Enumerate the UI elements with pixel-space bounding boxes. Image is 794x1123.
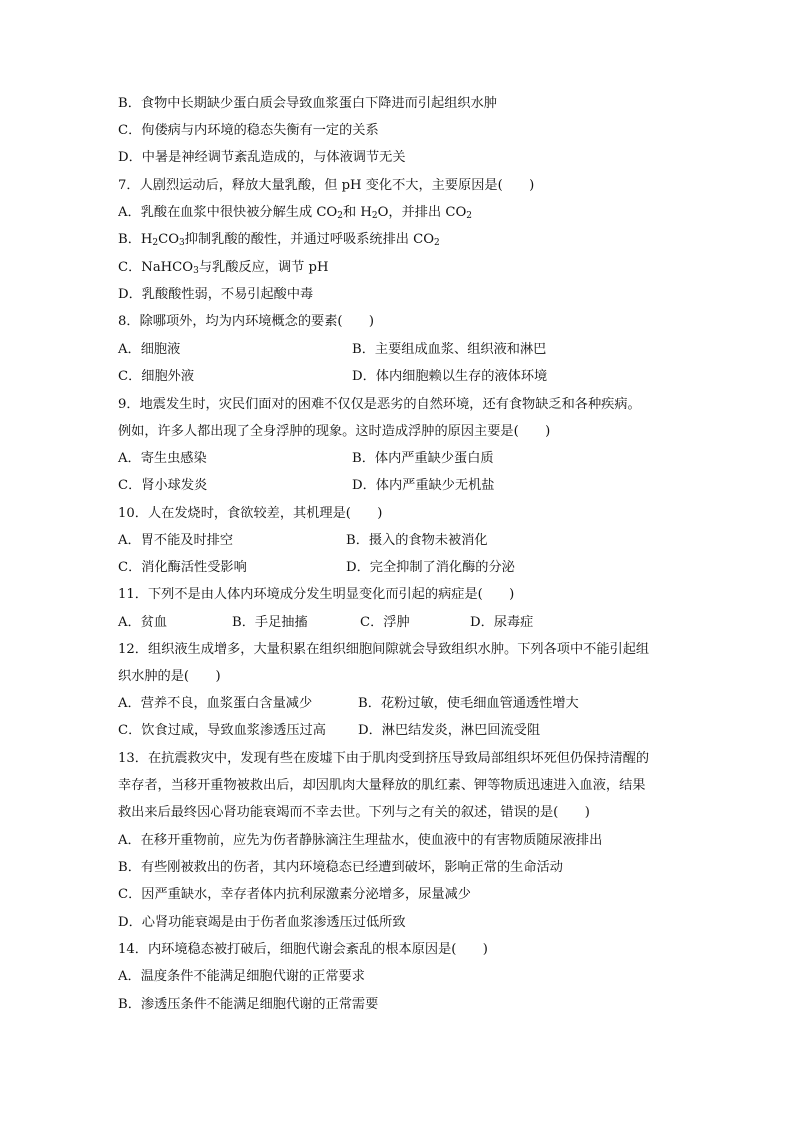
question-8: 8．除哪项外，均为内环境概念的要素( ) [118,314,375,329]
question-14: 14．内环境稳态被打破后，细胞代谢会紊乱的根本原因是( ) [118,942,488,957]
option-d: D．中暑是神经调节紊乱造成的，与体液调节无关 [118,150,406,165]
question-12-line-1: 12．组织液生成增多，大量积累在组织细胞间隙就会导致组织水肿。下列各项中不能引起组 [118,642,650,657]
question-7: 7．人剧烈运动后，释放大量乳酸，但 pH 变化不大，主要原因是( ) [118,178,535,193]
q10-option-c: C．消化酶活性受影响 [118,560,247,575]
q9-option-c: C．肾小球发炎 [118,478,208,493]
question-10: 10．人在发烧时，食欲较差，其机理是( ) [118,506,383,521]
q13-option-d: D．心肾功能衰竭是由于伤者血浆渗透压过低所致 [118,915,406,930]
question-9-line-1: 9．地震发生时，灾民们面对的困难不仅仅是恶劣的自然环境，还有食物缺乏和各种疾病。 [118,397,641,412]
q12-option-b: B．花粉过敏，使毛细血管通透性增大 [358,696,579,711]
q8-option-d: D．体内细胞赖以生存的液体环境 [352,369,548,384]
question-13-line-3: 救出来后最终因心肾功能衰竭而不幸去世。下列与之有关的叙述，错误的是( ) [118,805,590,820]
question-9-line-2: 例如，许多人都出现了全身浮肿的现象。这时造成浮肿的原因主要是( ) [118,424,551,439]
q10-option-b: B．摄入的食物未被消化 [346,533,488,548]
q12-option-d: D．淋巴结发炎，淋巴回流受阻 [358,723,541,738]
option-b: B．食物中长期缺少蛋白质会导致血浆蛋白下降进而引起组织水肿 [118,96,497,111]
q8-option-a: A．细胞液 [118,342,181,357]
question-13-line-1: 13．在抗震救灾中，发现有些在废墟下由于肌肉受到挤压导致局部组织坏死但仍保持清醒的 [118,751,650,766]
question-12-line-2: 织水肿的是( ) [118,669,221,684]
q12-option-c: C．饮食过咸，导致血浆渗透压过高 [118,723,326,738]
q7-option-c: C．NaHCO$_3$与乳酸反应，调节 pH [118,260,329,276]
q14-option-b: B．渗透压条件不能满足细胞代谢的正常需要 [118,997,379,1012]
q11-option-b: B．手足抽搐 [232,615,308,630]
q13-option-a: A．在移开重物前，应先为伤者静脉滴注生理盐水，使血液中的有害物质随尿液排出 [118,833,603,848]
q11-option-c: C．浮肿 [360,615,410,630]
question-11: 11．下列不是由人体内环境成分发生明显变化而引起的病症是( ) [118,587,515,602]
q14-option-a: A．温度条件不能满足细胞代谢的正常要求 [118,969,365,984]
q9-option-b: B．体内严重缺少蛋白质 [352,451,494,466]
q10-option-a: A．胃不能及时排空 [118,533,234,548]
q12-option-a: A．营养不良，血浆蛋白含量减少 [118,696,313,711]
q7-option-b: B．$H_2CO_3$抑制乳酸的酸性，并通过呼吸系统排出 $CO_2$ [118,232,440,248]
question-13-line-2: 幸存者，当移开重物被救出后，却因肌肉大量释放的肌红素、钾等物质迅速进入血液，结果 [118,778,646,793]
q7-option-a: A．乳酸在血浆中很快被分解生成 $CO_2$和 $H_2O$，并排出 $CO_2$ [118,205,472,221]
q9-option-d: D．体内严重缺少无机盐 [352,478,495,493]
q7-option-d: D．乳酸酸性弱，不易引起酸中毒 [118,287,314,302]
q9-option-a: A．寄生虫感染 [118,451,207,466]
q10-option-d: D．完全抑制了消化酶的分泌 [346,560,515,575]
q11-option-d: D．尿毒症 [470,615,534,630]
q8-option-b: B．主要组成血浆、组织液和淋巴 [352,342,547,357]
option-c: C．佝偻病与内环境的稳态失衡有一定的关系 [118,123,379,138]
q8-option-c: C．细胞外液 [118,369,195,384]
q13-option-b: B．有些刚被救出的伤者，其内环境稳态已经遭到破坏，影响正常的生命活动 [118,860,563,875]
q13-option-c: C．因严重缺水，幸存者体内抗利尿激素分泌增多，尿量减少 [118,887,471,902]
q11-option-a: A．贫血 [118,615,168,630]
